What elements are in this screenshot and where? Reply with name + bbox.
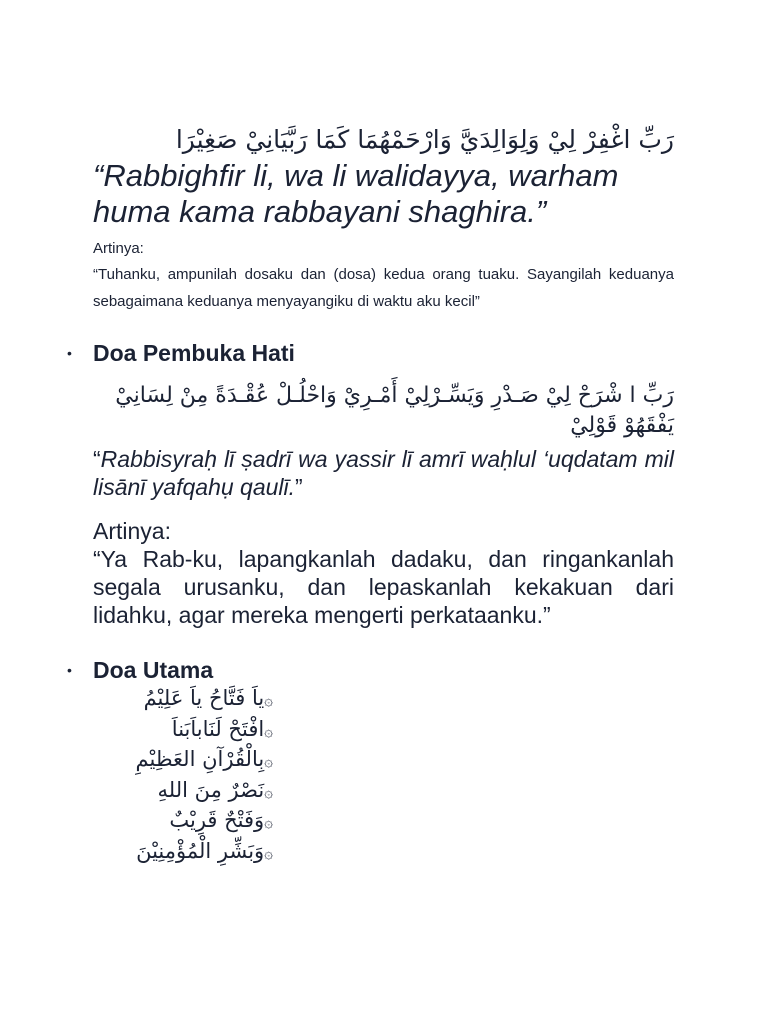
verse-line — [93, 806, 273, 837]
verse-ornament-icon: ۞ — [264, 843, 273, 862]
verse-text: افْتَحْ لَنَاباَبَناَ — [171, 716, 265, 741]
section-doa-utama — [67, 656, 674, 867]
verse-text: بِالْقُرْآنِ العَظِيْمِ — [135, 747, 265, 771]
verse-ornament-icon: ۞ — [264, 691, 273, 709]
doa-pembuka-hati-meaning: “Ya Rab-ku, lapangkanlah dadaku, dan ringankanlah segala urusanku, dan lepaskanlah kekakuan dari lidahku, agar mereka mengerti perkataanku.” — [93, 546, 674, 628]
verse-text: ياَ فَتَّاحُ ياَ عَلِيْمُ — [143, 686, 265, 710]
doa-orang-tua-meaning: “Tuhanku, ampunilah dosaku dan (dosa) kedua orang tuaku. Sayangilah keduanya sebagaimana keduanya menyayangiku di waktu aku kecil” — [93, 266, 674, 310]
bullet-marker: • — [67, 662, 72, 678]
doa-orang-tua-meaning-label: Artinya: — [93, 240, 144, 257]
doa-pembuka-hati-arabic: رَبِّ ا شْرَحْ لِيْ صَـدْرِ وَيَسِّـرْلِيْ أَمْـرِيْ وَاحْلُـلْ عُقْـدَةً مِنْ لِسَانِيْ يَفْقَهُوْ قَوْلِيْ — [115, 383, 674, 438]
verse-text: وَفَتْحٌ قَرِيْبٌ — [169, 808, 265, 832]
open-quote: “ — [93, 446, 101, 472]
verse-line — [93, 745, 273, 776]
doa-orang-tua-transliteration: “Rabbighfir li, wa li walidayya, warham huma kama rabbayani shaghira.” — [93, 158, 619, 229]
verse-text: وَبَشِّرِ الْمُؤْمِنِيْنَ — [136, 838, 265, 863]
doa-pembuka-hati-transliteration — [93, 445, 674, 501]
section-heading: Doa Utama — [93, 657, 214, 683]
verse-ornament-icon: ۞ — [264, 782, 273, 801]
section-heading: Doa Pembuka Hati — [93, 340, 295, 366]
verse-line — [93, 684, 273, 715]
section-doa-pembuka-hati — [67, 339, 674, 629]
doa-pembuka-hati-meaning-label: Artinya: — [93, 518, 171, 544]
doa-orang-tua-arabic: رَبِّ اغْفِرْ لِيْ وَلِوَالِدَيَّ وَارْحَمْهُمَا كَمَا رَبَّيَانِيْ صَغِيْرَا — [175, 125, 674, 154]
verse-line — [93, 715, 273, 746]
verse-text: نَصْرٌ مِنَ اللهِ — [157, 777, 265, 802]
verse-ornament-icon: ۞ — [264, 752, 273, 770]
verse-line — [93, 776, 273, 807]
verse-ornament-icon: ۞ — [264, 721, 273, 740]
bullet-marker: • — [67, 345, 72, 361]
verse-ornament-icon: ۞ — [264, 813, 273, 831]
doa-utama-lines — [93, 684, 273, 867]
close-quote: ” — [295, 474, 303, 500]
document-page — [67, 122, 674, 867]
verse-line — [93, 837, 273, 868]
transliteration-text: Rabbisyraḥ lī ṣadrī wa yassir lī amrī waḥlul ‘uqdatam mil lisānī yafqahụ qaulī. — [93, 446, 674, 500]
